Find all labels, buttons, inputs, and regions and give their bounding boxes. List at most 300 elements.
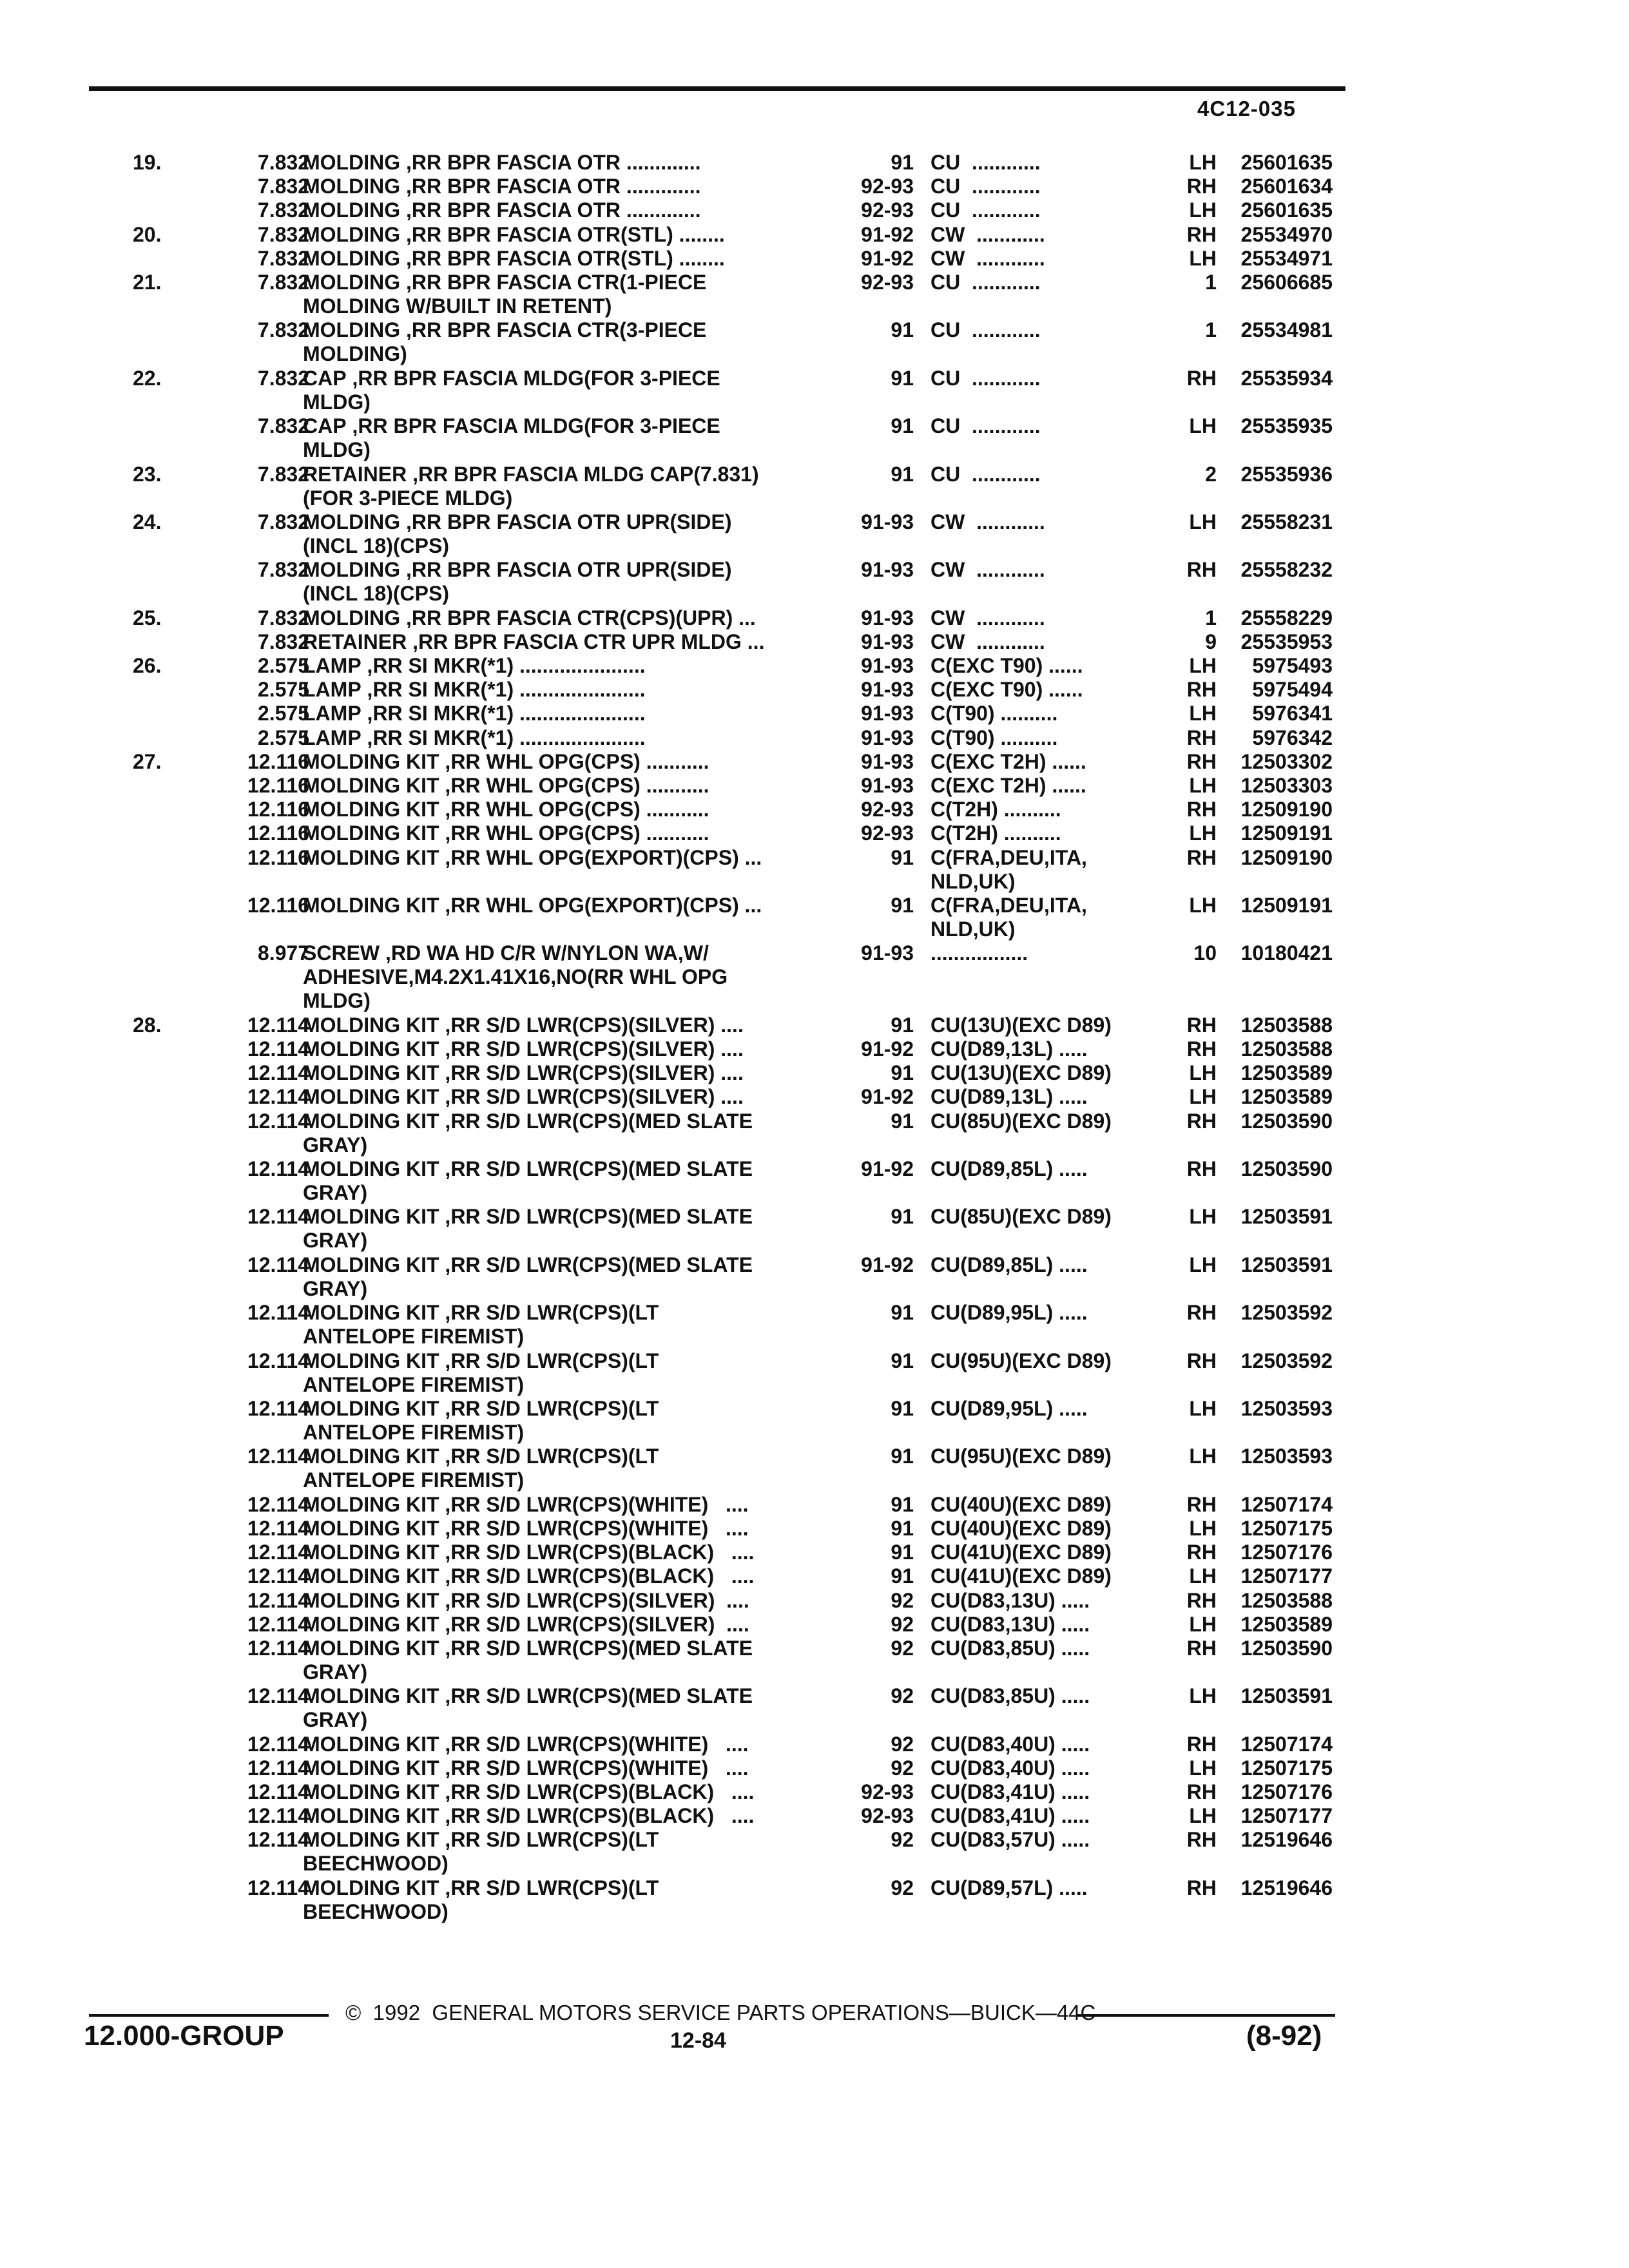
part-description <box>303 223 851 247</box>
model-years: 92-93 <box>861 270 914 294</box>
part-name: MOLDING KIT <box>303 1756 439 1780</box>
series: C(T90) .......... <box>930 702 1058 726</box>
quantity: LH <box>1189 1612 1217 1636</box>
model-years: 91 <box>891 1013 914 1037</box>
part-description <box>303 1061 851 1085</box>
group-number: 12.114 <box>247 1804 309 1828</box>
model-years: 92-93 <box>861 822 914 845</box>
model-years: 91-93 <box>861 773 914 797</box>
part-row <box>0 1445 1629 1492</box>
part-row <box>0 1733 1629 1756</box>
part-number: 12503590 <box>1240 1109 1333 1133</box>
part-name: MOLDING KIT <box>303 1516 439 1540</box>
quantity: LH <box>1189 822 1217 845</box>
group-number: 2.575 <box>257 702 309 726</box>
part-row <box>0 1876 1629 1924</box>
part-description <box>303 367 851 414</box>
part-name: MOLDING KIT <box>303 773 439 797</box>
series: CU(D89,85L) ..... <box>930 1253 1088 1276</box>
model-years: 91 <box>891 1492 914 1516</box>
part-name: MOLDING KIT <box>303 1061 439 1085</box>
part-number: 12503591 <box>1240 1205 1333 1229</box>
part-detail: ,RR BPR FASCIA CTR(CPS)(UPR) ... <box>400 606 756 629</box>
quantity: 9 <box>1205 629 1217 653</box>
part-number: 25558232 <box>1240 558 1333 582</box>
group-number: 12.114 <box>247 1541 309 1564</box>
part-detail: ,RR WHL OPG(CPS) ........... <box>439 798 709 822</box>
quantity: RH <box>1186 1109 1217 1133</box>
quantity: 1 <box>1205 270 1217 294</box>
part-name: LAMP <box>303 726 361 749</box>
series: CU(D83,13U) ..... <box>930 1588 1090 1612</box>
part-detail: ,RR S/D LWR(CPS)(WHITE) .... <box>439 1516 749 1540</box>
part-row <box>0 1756 1629 1780</box>
series: CW ............ <box>930 629 1045 653</box>
part-row <box>0 1684 1629 1732</box>
model-years: 91 <box>891 366 914 390</box>
part-detail: ,RR S/D LWR(CPS)(WHITE) .... <box>439 1732 749 1756</box>
part-name: MOLDING KIT <box>303 1109 439 1133</box>
part-row <box>0 1037 1629 1061</box>
part-detail: ,RR S/D LWR(CPS)(BLACK) .... <box>439 1804 755 1828</box>
part-number: 25558231 <box>1240 510 1333 533</box>
group-label: 12.000-GROUP <box>84 2020 284 2052</box>
model-years: 91 <box>891 1516 914 1540</box>
part-name: MOLDING <box>303 175 401 198</box>
part-description <box>303 941 851 1013</box>
series: C(EXC T2H) ...... <box>930 773 1086 797</box>
part-description <box>303 1733 851 1756</box>
group-number: 7.832 <box>257 318 309 342</box>
part-detail: ,RR BPR FASCIA MLDG(FOR 3-PIECE MLDG) <box>303 414 720 462</box>
series: CW ............ <box>930 510 1045 533</box>
model-years: 92 <box>891 1876 914 1899</box>
quantity: RH <box>1186 1013 1217 1037</box>
footer-rule-right <box>1077 2014 1335 2017</box>
series: CW ............ <box>930 222 1045 246</box>
model-years: 91-93 <box>861 629 914 653</box>
quantity: RH <box>1186 726 1217 749</box>
part-description <box>303 558 851 606</box>
quantity: RH <box>1186 1876 1217 1899</box>
series: CU(95U)(EXC D89) <box>930 1445 1112 1468</box>
part-description <box>303 1637 851 1684</box>
group-number: 7.832 <box>257 222 309 246</box>
model-years: 92 <box>891 1756 914 1780</box>
model-years: 91-92 <box>861 1253 914 1276</box>
group-number: 12.114 <box>247 1876 309 1899</box>
part-row <box>0 798 1629 822</box>
model-years: 91-92 <box>861 1085 914 1109</box>
group-number: 12.114 <box>247 1085 309 1109</box>
part-name: RETAINER <box>303 629 407 653</box>
part-name: MOLDING KIT <box>303 893 439 917</box>
part-number: 12503303 <box>1240 773 1333 797</box>
ref-number: 28. <box>133 1013 162 1037</box>
part-name: MOLDING KIT <box>303 845 439 869</box>
part-row <box>0 198 1629 222</box>
series: ................. <box>930 941 1028 965</box>
part-name: SCREW <box>303 941 380 965</box>
series: C(T2H) .......... <box>930 798 1061 822</box>
series: C(EXC T90) ...... <box>930 678 1083 702</box>
part-detail: ,RR S/D LWR(CPS)(MED SLATE GRAY) <box>303 1109 753 1157</box>
series: CU ............ <box>930 462 1041 486</box>
part-detail: ,RR BPR FASCIA MLDG(FOR 3-PIECE MLDG) <box>303 366 720 414</box>
part-description <box>303 726 851 750</box>
series: CU(D89,95L) ..... <box>930 1397 1088 1421</box>
part-name: LAMP <box>303 702 361 726</box>
group-number: 12.116 <box>247 893 309 917</box>
quantity: RH <box>1186 1301 1217 1325</box>
series: CU(D83,41U) ..... <box>930 1780 1090 1804</box>
series: CU ............ <box>930 151 1041 174</box>
quantity: LH <box>1189 1684 1217 1708</box>
part-number: 25601635 <box>1240 198 1333 222</box>
series: CU(D83,40U) ..... <box>930 1732 1090 1756</box>
part-number: 12503302 <box>1240 749 1333 773</box>
part-detail: ,RR S/D LWR(CPS)(LT ANTELOPE FIREMIST) <box>303 1301 659 1349</box>
part-number: 25534970 <box>1240 222 1333 246</box>
model-years: 91-93 <box>861 749 914 773</box>
quantity: RH <box>1186 1037 1217 1061</box>
part-row <box>0 367 1629 414</box>
part-row <box>0 702 1629 726</box>
group-number: 7.832 <box>257 414 309 438</box>
model-years: 91 <box>891 893 914 917</box>
model-years: 92 <box>891 1588 914 1612</box>
part-row <box>0 223 1629 247</box>
series: CU(D83,40U) ..... <box>930 1756 1090 1780</box>
part-name: MOLDING KIT <box>303 822 439 845</box>
part-name: MOLDING KIT <box>303 1085 439 1109</box>
quantity: LH <box>1189 1564 1217 1588</box>
group-number: 7.832 <box>257 629 309 653</box>
part-detail: ,RR BPR FASCIA CTR(1-PIECE MOLDING W/BUILT IN RETENT) <box>303 270 707 318</box>
part-row <box>0 1517 1629 1541</box>
part-detail: ,RR SI MKR(*1) ...................... <box>361 654 646 678</box>
quantity: RH <box>1186 1492 1217 1516</box>
model-years: 91-92 <box>861 1157 914 1181</box>
part-row <box>0 846 1629 894</box>
ref-number: 26. <box>133 654 162 678</box>
part-description <box>303 1684 851 1732</box>
part-detail: ,RR BPR FASCIA CTR(3-PIECE MOLDING) <box>303 318 707 366</box>
quantity: LH <box>1189 1253 1217 1276</box>
part-detail: ,RR BPR FASCIA OTR(STL) ........ <box>400 246 725 270</box>
part-detail: ,RR S/D LWR(CPS)(SILVER) .... <box>439 1588 749 1612</box>
model-years: 91 <box>891 1349 914 1372</box>
part-row <box>0 1014 1629 1037</box>
part-description <box>303 1397 851 1445</box>
series: C(FRA,DEU,ITA, NLD,UK) <box>930 845 1087 893</box>
part-number: 12503591 <box>1240 1253 1333 1276</box>
quantity: RH <box>1186 1588 1217 1612</box>
part-detail: ,RR S/D LWR(CPS)(WHITE) .... <box>439 1756 749 1780</box>
part-description <box>303 198 851 222</box>
part-row <box>0 1493 1629 1517</box>
model-years: 92 <box>891 1828 914 1852</box>
part-name: MOLDING KIT <box>303 1780 439 1804</box>
quantity: LH <box>1189 246 1217 270</box>
part-name: LAMP <box>303 654 361 678</box>
part-name: MOLDING KIT <box>303 1492 439 1516</box>
part-name: MOLDING KIT <box>303 1684 439 1708</box>
quantity: LH <box>1189 1397 1217 1421</box>
part-row <box>0 726 1629 750</box>
part-name: MOLDING KIT <box>303 1541 439 1564</box>
model-years: 91 <box>891 1205 914 1229</box>
part-row <box>0 510 1629 558</box>
part-description <box>303 846 851 870</box>
model-years: 91 <box>891 462 914 486</box>
part-row <box>0 1085 1629 1109</box>
model-years: 91-93 <box>861 702 914 726</box>
quantity: RH <box>1186 222 1217 246</box>
part-description <box>303 774 851 798</box>
part-number: 25601634 <box>1240 175 1333 198</box>
series: C(T90) .......... <box>930 726 1058 749</box>
group-number: 7.832 <box>257 246 309 270</box>
series: CU(D89,13L) ..... <box>930 1037 1088 1061</box>
series: CU ............ <box>930 318 1041 342</box>
part-row <box>0 271 1629 318</box>
part-description <box>303 414 851 462</box>
group-number: 12.114 <box>247 1588 309 1612</box>
series: C(EXC T2H) ...... <box>930 749 1086 773</box>
ref-number: 24. <box>133 510 162 533</box>
series: CU(85U)(EXC D89) <box>930 1205 1112 1229</box>
part-detail: ,RR BPR FASCIA OTR(STL) ........ <box>400 222 725 246</box>
series: CU(D89,13L) ..... <box>930 1085 1088 1109</box>
group-number: 12.116 <box>247 845 309 869</box>
series: CW ............ <box>930 246 1045 270</box>
part-detail: ,RR S/D LWR(CPS)(LT ANTELOPE FIREMIST) <box>303 1397 659 1445</box>
part-description <box>303 1613 851 1637</box>
series: CU(D89,95L) ..... <box>930 1301 1088 1325</box>
quantity: LH <box>1189 510 1217 533</box>
ref-number: 20. <box>133 222 162 246</box>
series: C(EXC T90) ...... <box>930 654 1083 678</box>
part-row <box>0 1253 1629 1301</box>
part-number: 12507176 <box>1240 1780 1333 1804</box>
part-name: MOLDING KIT <box>303 1804 439 1828</box>
model-years: 91-93 <box>861 941 914 965</box>
part-description <box>303 510 851 558</box>
part-name: MOLDING KIT <box>303 1037 439 1061</box>
part-name: MOLDING KIT <box>303 1636 439 1660</box>
revision-date: (8-92) <box>1246 2020 1322 2052</box>
part-name: MOLDING KIT <box>303 1564 439 1588</box>
part-number: 5976341 <box>1252 702 1333 726</box>
part-row <box>0 822 1629 845</box>
part-detail: ,RR BPR FASCIA MLDG CAP(7.831) (FOR 3-PIECE MLDG) <box>303 462 759 510</box>
model-years: 91-93 <box>861 558 914 582</box>
part-detail: ,RR S/D LWR(CPS)(LT ANTELOPE FIREMIST) <box>303 1445 659 1492</box>
part-number: 12507177 <box>1240 1804 1333 1828</box>
part-row <box>0 1828 1629 1876</box>
part-number: 25558229 <box>1240 606 1333 629</box>
group-number: 7.832 <box>257 270 309 294</box>
part-detail: ,RR WHL OPG(EXPORT)(CPS) ... <box>439 845 762 869</box>
part-description <box>303 702 851 726</box>
part-row <box>0 678 1629 702</box>
group-number: 12.114 <box>247 1684 309 1708</box>
part-description <box>303 1253 851 1301</box>
model-years: 91 <box>891 845 914 869</box>
part-detail: ,RR WHL OPG(EXPORT)(CPS) ... <box>439 893 762 917</box>
part-name: LAMP <box>303 678 361 702</box>
model-years: 92-93 <box>861 1780 914 1804</box>
part-detail: ,RR BPR FASCIA CTR UPR MLDG ... <box>407 629 765 653</box>
part-row <box>0 175 1629 198</box>
quantity: LH <box>1189 1061 1217 1085</box>
model-years: 92-93 <box>861 175 914 198</box>
part-detail: ,RR S/D LWR(CPS)(BLACK) .... <box>439 1541 755 1564</box>
group-number: 7.832 <box>257 510 309 533</box>
quantity: RH <box>1186 1636 1217 1660</box>
part-description <box>303 1589 851 1613</box>
part-description <box>303 175 851 198</box>
model-years: 91 <box>891 1301 914 1325</box>
series: CU(40U)(EXC D89) <box>930 1516 1112 1540</box>
series: CU(13U)(EXC D89) <box>930 1013 1112 1037</box>
part-description <box>303 894 851 918</box>
part-detail: ,RR S/D LWR(CPS)(LT BEECHWOOD) <box>303 1876 659 1923</box>
part-name: MOLDING <box>303 318 401 342</box>
part-name: MOLDING KIT <box>303 749 439 773</box>
part-name: MOLDING <box>303 510 401 533</box>
model-years: 91 <box>891 414 914 438</box>
part-row <box>0 1804 1629 1828</box>
part-detail: ,RR S/D LWR(CPS)(MED SLATE GRAY) <box>303 1157 753 1205</box>
page-number: 12-84 <box>670 2028 726 2053</box>
part-name: MOLDING KIT <box>303 1732 439 1756</box>
quantity: 10 <box>1193 941 1217 965</box>
part-description <box>303 678 851 702</box>
part-detail: ,RR WHL OPG(CPS) ........... <box>439 773 709 797</box>
group-number: 12.114 <box>247 1157 309 1181</box>
ref-number: 23. <box>133 462 162 486</box>
quantity: LH <box>1189 414 1217 438</box>
catalog-code: 4C12-035 <box>1197 97 1296 120</box>
part-description <box>303 1110 851 1157</box>
quantity: RH <box>1186 1732 1217 1756</box>
part-detail: ,RR S/D LWR(CPS)(BLACK) .... <box>439 1564 755 1588</box>
quantity: LH <box>1189 1445 1217 1468</box>
group-number: 12.114 <box>247 1756 309 1780</box>
part-name: MOLDING KIT <box>303 798 439 822</box>
ref-number: 25. <box>133 606 162 629</box>
part-name: MOLDING KIT <box>303 1445 439 1468</box>
part-detail: ,RR WHL OPG(CPS) ........... <box>439 749 709 773</box>
quantity: LH <box>1189 1804 1217 1828</box>
group-number: 7.832 <box>257 151 309 174</box>
part-description <box>303 151 851 175</box>
quantity: LH <box>1189 198 1217 222</box>
quantity: LH <box>1189 1205 1217 1229</box>
part-row <box>0 654 1629 678</box>
quantity: LH <box>1189 1756 1217 1780</box>
series: CU(41U)(EXC D89) <box>930 1541 1112 1564</box>
model-years: 92-93 <box>861 798 914 822</box>
part-row <box>0 894 1629 941</box>
part-detail: ,RR BPR FASCIA OTR ............. <box>400 198 701 222</box>
part-name: MOLDING <box>303 198 401 222</box>
series: CU(D83,57U) ..... <box>930 1828 1090 1852</box>
group-number: 12.114 <box>247 1492 309 1516</box>
part-number: 12509190 <box>1240 845 1333 869</box>
part-detail: ,RR BPR FASCIA OTR UPR(SIDE) (INCL 18)(CPS) <box>303 510 732 557</box>
part-number: 5975494 <box>1252 678 1333 702</box>
quantity: 2 <box>1205 462 1217 486</box>
part-number: 12519646 <box>1240 1876 1333 1899</box>
model-years: 91 <box>891 1109 914 1133</box>
part-description <box>303 630 851 654</box>
part-detail: ,RR S/D LWR(CPS)(SILVER) .... <box>439 1085 744 1109</box>
quantity: LH <box>1189 1516 1217 1540</box>
part-description <box>303 750 851 774</box>
group-number: 7.832 <box>257 175 309 198</box>
part-description <box>303 1301 851 1349</box>
model-years: 92-93 <box>861 1804 914 1828</box>
group-number: 12.114 <box>247 1397 309 1421</box>
group-number: 7.832 <box>257 606 309 629</box>
part-detail: ,RR SI MKR(*1) ...................... <box>361 678 646 702</box>
part-number: 25535935 <box>1240 414 1333 438</box>
part-description <box>303 1517 851 1541</box>
part-description <box>303 1493 851 1517</box>
part-number: 12507175 <box>1240 1756 1333 1780</box>
part-row <box>0 630 1629 654</box>
part-detail: ,RR BPR FASCIA OTR UPR(SIDE) (INCL 18)(CPS) <box>303 558 732 606</box>
copyright-notice: © 1992 GENERAL MOTORS SERVICE PARTS OPERATIONS—BUICK—44C <box>345 2001 1096 2024</box>
quantity: RH <box>1186 558 1217 582</box>
group-number: 12.116 <box>247 749 309 773</box>
part-name: MOLDING KIT <box>303 1013 439 1037</box>
group-number: 12.114 <box>247 1301 309 1325</box>
part-row <box>0 750 1629 774</box>
part-number: 12503592 <box>1240 1349 1333 1372</box>
part-description <box>303 1445 851 1492</box>
part-number: 25535934 <box>1240 366 1333 390</box>
part-number: 12519646 <box>1240 1828 1333 1852</box>
series: CU(85U)(EXC D89) <box>930 1109 1112 1133</box>
part-detail: ,RR S/D LWR(CPS)(LT BEECHWOOD) <box>303 1828 659 1876</box>
model-years: 91-93 <box>861 510 914 533</box>
model-years: 91-93 <box>861 678 914 702</box>
part-number: 12503588 <box>1240 1588 1333 1612</box>
model-years: 91-92 <box>861 222 914 246</box>
part-detail: ,RR BPR FASCIA OTR ............. <box>400 175 701 198</box>
quantity: RH <box>1186 749 1217 773</box>
model-years: 91 <box>891 1445 914 1468</box>
part-row <box>0 558 1629 606</box>
part-number: 12509191 <box>1240 893 1333 917</box>
part-description <box>303 1014 851 1037</box>
part-detail: ,RR S/D LWR(CPS)(SILVER) .... <box>439 1612 749 1636</box>
part-name: MOLDING KIT <box>303 1612 439 1636</box>
part-name: CAP <box>303 414 347 438</box>
part-name: MOLDING KIT <box>303 1588 439 1612</box>
quantity: LH <box>1189 773 1217 797</box>
part-number: 12507174 <box>1240 1732 1333 1756</box>
series: CU ............ <box>930 175 1041 198</box>
part-row <box>0 941 1629 1014</box>
part-detail: ,RR WHL OPG(CPS) ........... <box>439 822 709 845</box>
part-detail: ,RR S/D LWR(CPS)(SILVER) .... <box>439 1061 744 1085</box>
part-number: 12507177 <box>1240 1564 1333 1588</box>
